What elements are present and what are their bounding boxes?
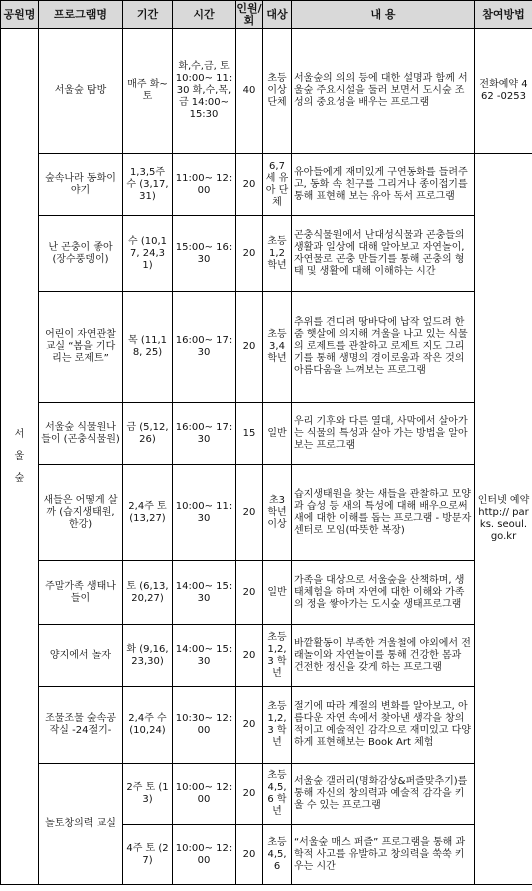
program-target: 초3 학년 이상: [263, 465, 292, 561]
program-target: 일반: [263, 403, 292, 465]
program-name: 새들은 어떻게 살까 (습지생태원, 한강): [39, 465, 123, 561]
program-capacity: 20: [236, 625, 263, 687]
program-content: 습지생태원을 찾는 새들을 관찰하고 모양과 습성 등 새의 특성에 대해 배우으로써 새에 대한 이해를 돕는 프로그램 - 방문자센터로 모임(따뜻한 복장): [292, 465, 475, 561]
program-capacity: 20: [236, 764, 263, 825]
program-period: 2,4주 토 (13,27): [123, 465, 173, 561]
program-period: 화 (9,16, 23,30): [123, 625, 173, 687]
program-content: 서울숲의 의의 등에 대한 설명과 함께 서울숲 주요시설을 둘러 보면서 도시숲 조성의 중요성을 배우는 프로그램: [292, 29, 475, 154]
program-capacity: 15: [236, 403, 263, 465]
program-target: 초등 4,5,6: [263, 825, 292, 885]
header-park: 공원명: [1, 1, 39, 29]
program-time: 14:00~ 15:30: [173, 561, 236, 625]
table-row: [1, 403, 532, 465]
program-target: 6,7세 유아 단체: [263, 154, 292, 216]
program-content: 바깥활동이 부족한 겨울철에 야외에서 전래놀이와 자연놀이를 통해 건강한 몸과 건전한 정신을 갖게 하는 프로그램: [292, 625, 475, 687]
program-time: 16:00~ 17:30: [173, 292, 236, 403]
program-time: 14:00~ 15:30: [173, 625, 236, 687]
program-name: 숲속나라 동화이야기: [39, 154, 123, 216]
program-capacity: 20: [236, 216, 263, 292]
program-target: 초등 1,2,3 학년: [263, 687, 292, 764]
table-row: [1, 154, 532, 216]
program-time: 16:00~ 17:30: [173, 403, 236, 465]
program-content: “서울숲 매스 퍼즐” 프로그램을 통해 과학적 사고를 유발하고 창의력을 쑥쑥 키우는 시간: [292, 825, 475, 885]
program-target: 초등 1,2 학년: [263, 216, 292, 292]
program-name: 어린이 자연관찰교실 “봄을 기다리는 로제트”: [39, 292, 123, 403]
program-capacity: 20: [236, 292, 263, 403]
program-time: 10:30~ 12:00: [173, 687, 236, 764]
table-row: [1, 292, 532, 403]
header-program: 프로그램명: [39, 1, 123, 29]
park-name-char: 숲: [14, 472, 25, 484]
table-row: [1, 216, 532, 292]
program-capacity: 20: [236, 687, 263, 764]
program-target: 초등 이상 단체: [263, 29, 292, 154]
program-name: 난 곤충이 좋아 (장수풍뎅이): [39, 216, 123, 292]
program-content: 추위를 견디려 땅바닥에 납작 엎드려 한줌 햇살에 의지해 겨울을 나고 있는 식물의 로제트를 관찰하고 로제트 지도 그리기를 통해 생명의 경이로움과 작은 것의 아름다움을 느껴보는 프로그램: [292, 292, 475, 403]
program-time: 화,수,금, 토 10:00~ 11:30 화,수,목, 금 14:00~ 15:30: [173, 29, 236, 154]
program-period: 1,3,5주 수 (3,17, 31): [123, 154, 173, 216]
method-phone: 전화예약 462 -0253: [475, 29, 532, 154]
program-period: 매주 화~토: [123, 29, 173, 154]
program-period: 토 (6,13, 20,27): [123, 561, 173, 625]
park-name-char: 서: [14, 428, 25, 440]
header-time: 시간: [173, 1, 236, 29]
program-name: 조물조물 숲속공작실 -24절기-: [39, 687, 123, 764]
program-time: 11:00~ 12:00: [173, 154, 236, 216]
program-period: 4주 토 (27): [123, 825, 173, 885]
program-name: 주말가족 생태나들이: [39, 561, 123, 625]
program-period: 금 (5,12, 26): [123, 403, 173, 465]
program-capacity: 20: [236, 154, 263, 216]
program-time: 15:00~ 16:30: [173, 216, 236, 292]
program-period: 2주 토 (13): [123, 764, 173, 825]
park-name-char: 울: [14, 450, 25, 462]
program-capacity: 40: [236, 29, 263, 154]
table-row: [1, 29, 532, 154]
program-period: 목 (11,18, 25): [123, 292, 173, 403]
program-content: 우리 기후와 다른 열대, 사막에서 살아가는 식물의 특성과 살아 가는 방법을 알아 보는 프로그램: [292, 403, 475, 465]
program-period: 2,4주 수 (10,24): [123, 687, 173, 764]
program-content: 가족을 대상으로 서울숲을 산책하며, 생태체험을 하며 자연에 대한 이해와 가족의 정을 쌓아가는 도시숲 생태프로그램: [292, 561, 475, 625]
program-name: 서울숲 식물원나들이 (곤충식물원): [39, 403, 123, 465]
program-capacity: 20: [236, 465, 263, 561]
table-row: [1, 561, 532, 625]
program-name: 놀토창의력 교실: [39, 764, 123, 885]
program-time: 10:00~ 12:00: [173, 764, 236, 825]
program-content: 곤충식물원에서 난대성식물과 곤충들의 생활과 일상에 대해 알아보고 자연놀이, 자연물로 곤충 만들기를 통해 곤충의 형태 및 생활에 대해 이해하는 시간: [292, 216, 475, 292]
program-content: 절기에 따라 계절의 변화를 알아보고, 아름다운 자연 속에서 찾아낸 생각을 창의적이고 예술적인 감각으로 재미있고 다양하게 표현해보는 Book Art 체험: [292, 687, 475, 764]
header-period: 기간: [123, 1, 173, 29]
park-name-cell: [1, 29, 39, 885]
table-row: [1, 764, 532, 825]
program-time: 10:00~ 11:30: [173, 465, 236, 561]
program-target: 초등 1,2,3 학년: [263, 625, 292, 687]
program-target: 일반: [263, 561, 292, 625]
header-target: 대상: [263, 1, 292, 29]
program-capacity: 20: [236, 561, 263, 625]
header-content: 내 용: [292, 1, 475, 29]
program-target: 초등 4,5,6 학년: [263, 764, 292, 825]
table-row: [1, 465, 532, 561]
header-method: 참여방법: [475, 1, 532, 29]
program-content: 유아들에게 재미있게 구연동화를 들려주고, 동화 속 친구를 그리거나 종이접기를 통해 표현해 보는 유아 독서 프로그램: [292, 154, 475, 216]
program-period: 수 (10,17, 24,31): [123, 216, 173, 292]
program-name: 서울숲 탐방: [39, 29, 123, 154]
method-online: 인터넷 예약 http:// parks. seoul. go.kr: [475, 154, 532, 885]
program-target: 초등 3,4 학년: [263, 292, 292, 403]
table-row: [1, 625, 532, 687]
program-name: 양지에서 놀자: [39, 625, 123, 687]
header-capacity: 인원/회: [236, 1, 262, 27]
header-row: [1, 1, 532, 29]
program-time: 10:00~ 12:00: [173, 825, 236, 885]
program-capacity: 20: [236, 825, 263, 885]
program-content: 서울숲 갤러리(명화감상&퍼즐맞추기)를 통해 자신의 창의력과 예술적 감각을 키울 수 있는 프로그램: [292, 764, 475, 825]
table-row: [1, 687, 532, 764]
